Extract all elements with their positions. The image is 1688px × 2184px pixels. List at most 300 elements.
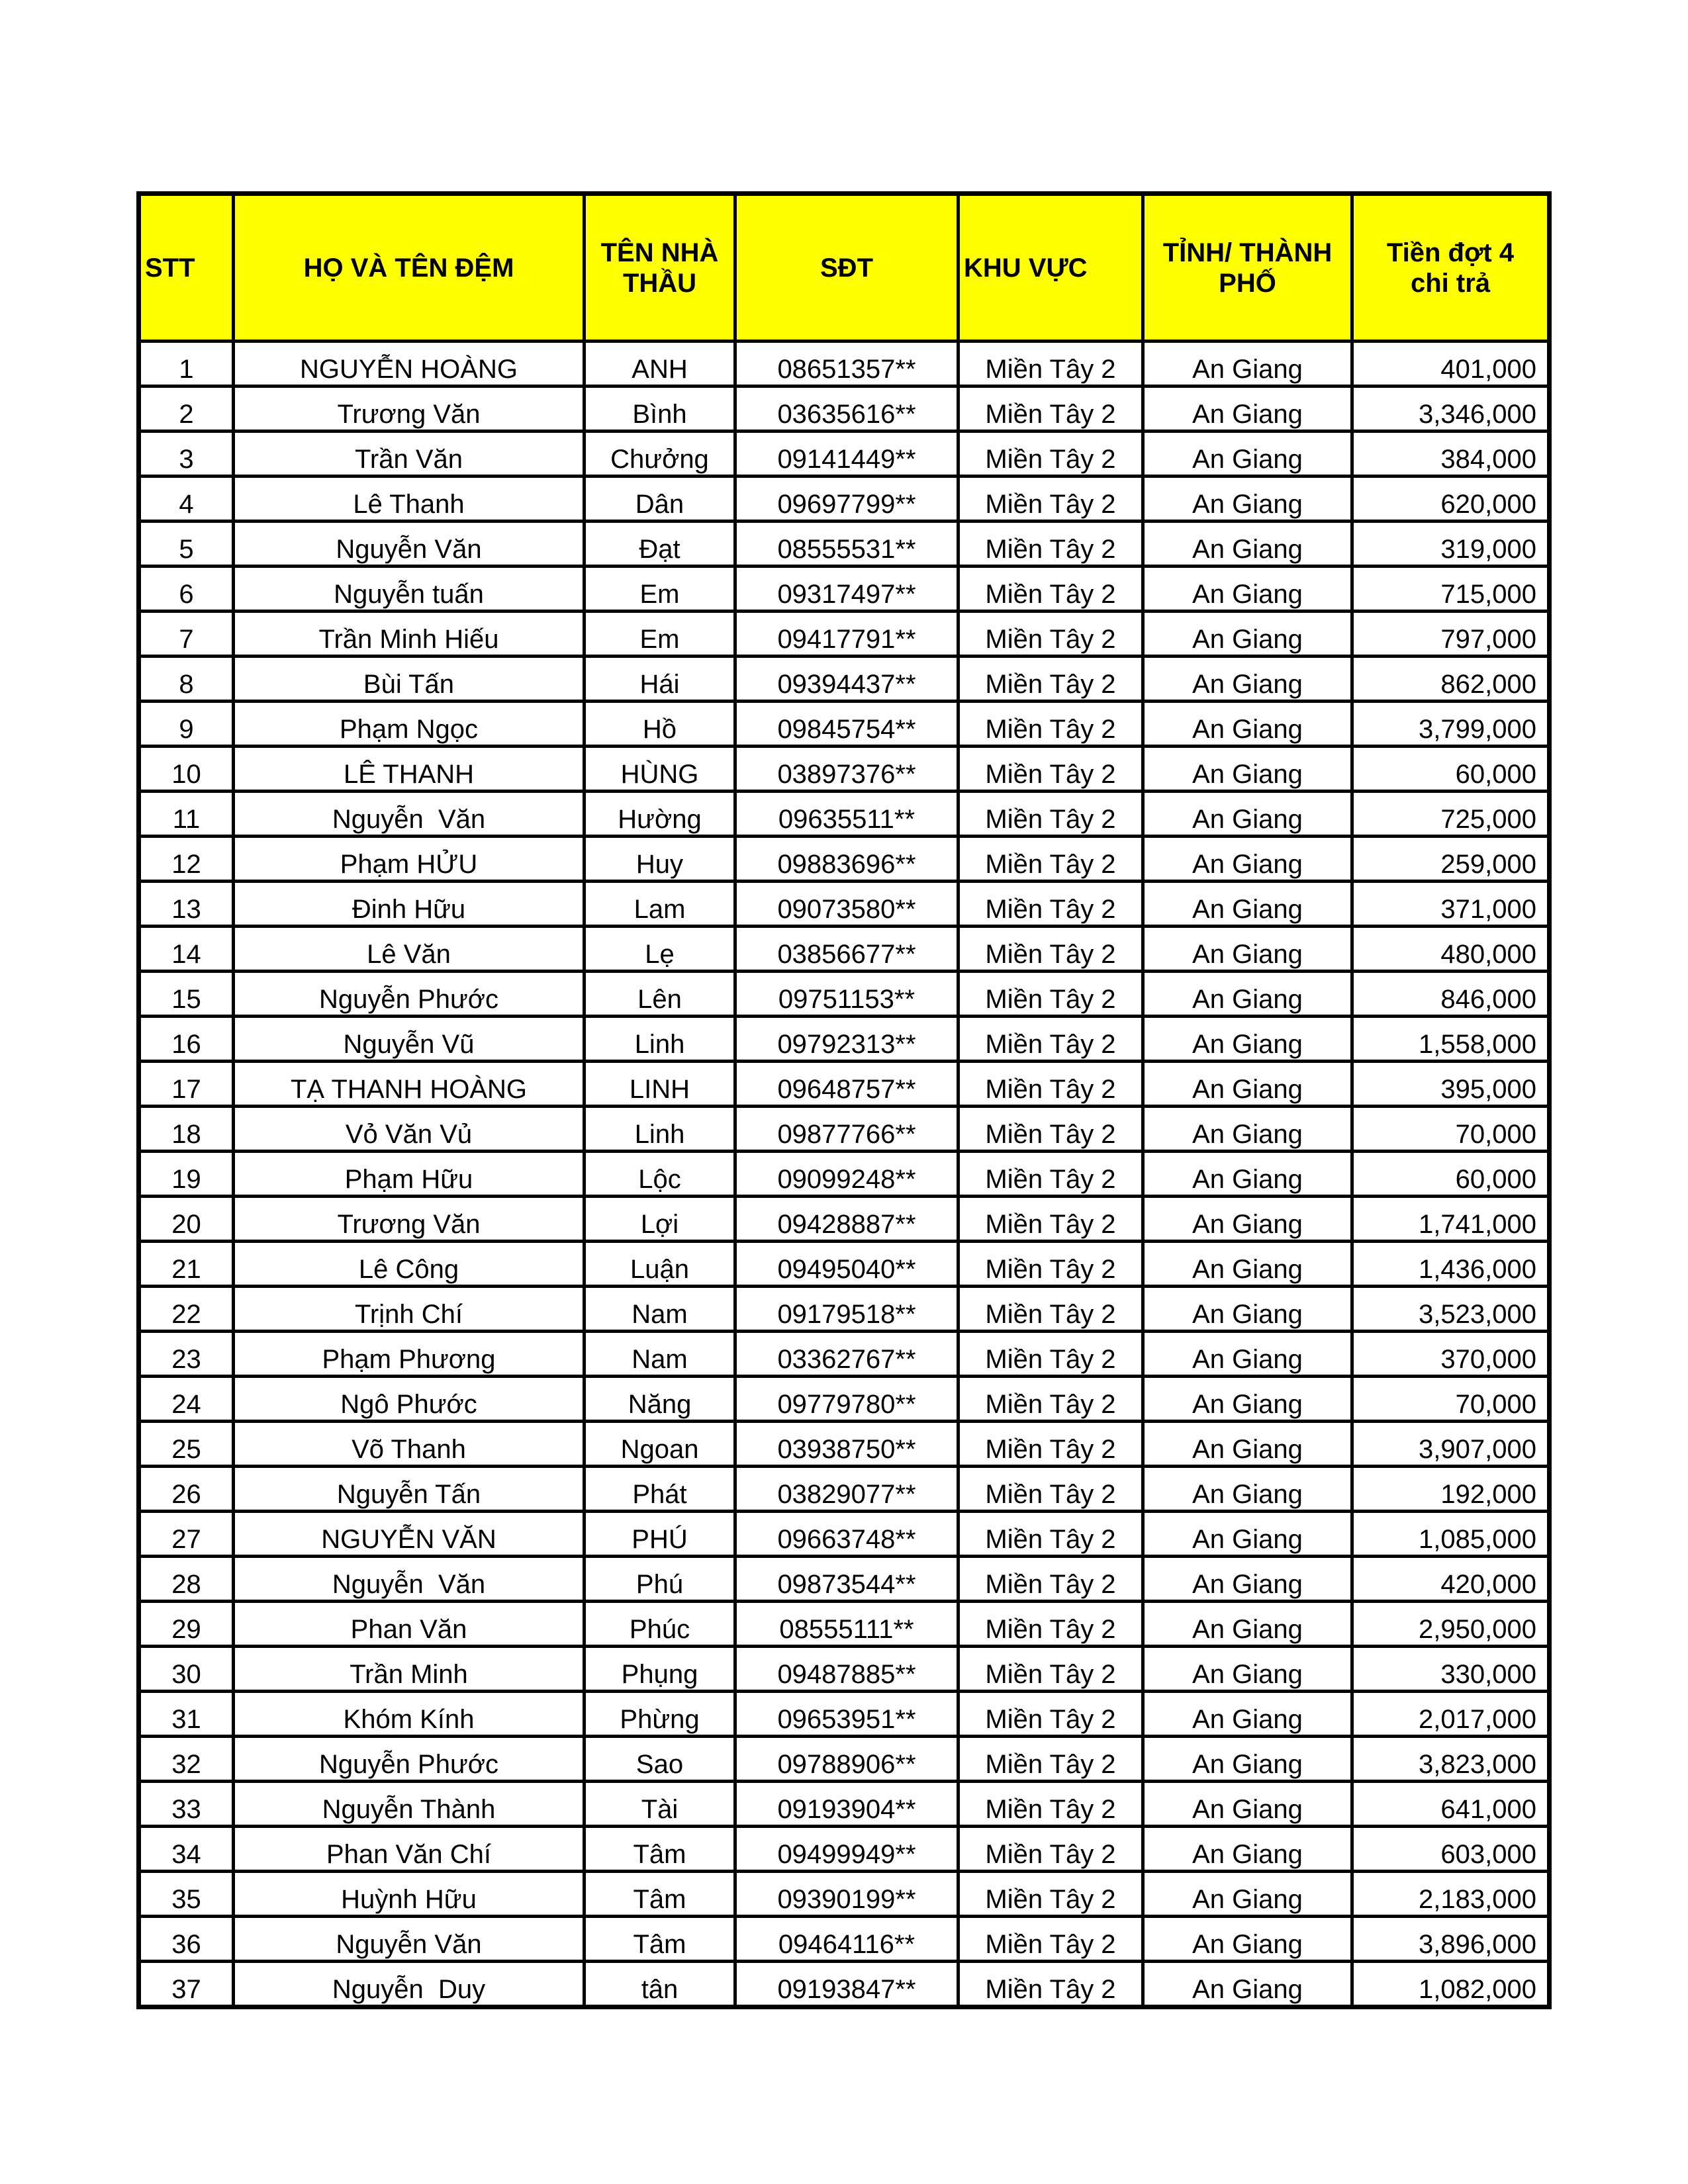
cell-stt: 36 [139, 1917, 234, 1962]
cell-name: Vỏ Văn Vủ [234, 1107, 585, 1152]
cell-stt: 12 [139, 837, 234, 882]
cell-province: An Giang [1143, 1647, 1352, 1692]
table-row [139, 1512, 1550, 1557]
cell-contractor: Sao [585, 1737, 735, 1782]
cell-province: An Giang [1143, 432, 1352, 477]
cell-region: Miền Tây 2 [959, 341, 1143, 387]
cell-province: An Giang [1143, 1422, 1352, 1467]
cell-phone: 09417791** [735, 612, 959, 657]
header-cell-contractor [585, 194, 735, 341]
cell-region: Miền Tây 2 [959, 1962, 1143, 2007]
cell-province: An Giang [1143, 882, 1352, 927]
cell-name: Lê Văn [234, 927, 585, 972]
cell-contractor: Chưởng [585, 432, 735, 477]
cell-province: An Giang [1143, 927, 1352, 972]
cell-region: Miền Tây 2 [959, 1467, 1143, 1512]
cell-phone: 09873544** [735, 1557, 959, 1602]
cell-name: Nguyễn Văn [234, 522, 585, 567]
cell-contractor: Lộc [585, 1152, 735, 1197]
cell-region: Miền Tây 2 [959, 837, 1143, 882]
cell-phone: 03829077** [735, 1467, 959, 1512]
cell-province: An Giang [1143, 702, 1352, 747]
table-row [139, 1647, 1550, 1692]
table-row [139, 927, 1550, 972]
cell-contractor: Phát [585, 1467, 735, 1512]
cell-contractor: HÙNG [585, 747, 735, 792]
cell-phone: 09141449** [735, 432, 959, 477]
cell-name: Trần Minh [234, 1647, 585, 1692]
table-row [139, 612, 1550, 657]
cell-phone: 08651357** [735, 341, 959, 387]
cell-name: Nguyễn Thành [234, 1782, 585, 1827]
table-row [139, 1917, 1550, 1962]
cell-region: Miền Tây 2 [959, 1737, 1143, 1782]
cell-contractor: Ngoan [585, 1422, 735, 1467]
cell-amount: 3,346,000 [1352, 387, 1550, 432]
cell-contractor: Luận [585, 1242, 735, 1287]
header-label-line: KHU VỰC [964, 253, 1088, 283]
cell-region: Miền Tây 2 [959, 567, 1143, 612]
table-row [139, 1152, 1550, 1197]
cell-contractor: LINH [585, 1062, 735, 1107]
cell-name: TẠ THANH HOÀNG [234, 1062, 585, 1107]
cell-stt: 13 [139, 882, 234, 927]
cell-region: Miền Tây 2 [959, 1782, 1143, 1827]
cell-region: Miền Tây 2 [959, 1017, 1143, 1062]
cell-province: An Giang [1143, 1287, 1352, 1332]
cell-region: Miền Tây 2 [959, 1422, 1143, 1467]
cell-stt: 19 [139, 1152, 234, 1197]
cell-region: Miền Tây 2 [959, 972, 1143, 1017]
table-row [139, 1602, 1550, 1647]
cell-region: Miền Tây 2 [959, 1512, 1143, 1557]
cell-stt: 30 [139, 1647, 234, 1692]
cell-province: An Giang [1143, 612, 1352, 657]
cell-region: Miền Tây 2 [959, 1827, 1143, 1872]
cell-stt: 2 [139, 387, 234, 432]
table-row [139, 1827, 1550, 1872]
header-cell-stt [139, 194, 234, 341]
cell-province: An Giang [1143, 792, 1352, 837]
header-label-line: PHỐ [1219, 268, 1276, 298]
cell-name: Nguyễn Văn [234, 1917, 585, 1962]
table-row [139, 1782, 1550, 1827]
cell-name: NGUYỄN VĂN [234, 1512, 585, 1557]
cell-stt: 9 [139, 702, 234, 747]
cell-province: An Giang [1143, 1242, 1352, 1287]
cell-province: An Giang [1143, 1107, 1352, 1152]
cell-contractor: Hường [585, 792, 735, 837]
cell-stt: 1 [139, 341, 234, 387]
cell-contractor: Huy [585, 837, 735, 882]
cell-name: Phạm Ngọc [234, 702, 585, 747]
cell-amount: 3,907,000 [1352, 1422, 1550, 1467]
cell-contractor: Nam [585, 1332, 735, 1377]
cell-phone: 03635616** [735, 387, 959, 432]
cell-amount: 60,000 [1352, 747, 1550, 792]
cell-region: Miền Tây 2 [959, 477, 1143, 522]
cell-name: Đinh Hữu [234, 882, 585, 927]
cell-name: LÊ THANH [234, 747, 585, 792]
table-row [139, 1692, 1550, 1737]
header-label-line: chi trả [1410, 268, 1491, 298]
cell-amount: 641,000 [1352, 1782, 1550, 1827]
cell-name: Phạm Hữu [234, 1152, 585, 1197]
cell-name: Nguyễn Phước [234, 972, 585, 1017]
cell-phone: 09648757** [735, 1062, 959, 1107]
cell-amount: 259,000 [1352, 837, 1550, 882]
table-row [139, 1197, 1550, 1242]
cell-phone: 09464116** [735, 1917, 959, 1962]
cell-amount: 401,000 [1352, 341, 1550, 387]
table-row [139, 1737, 1550, 1782]
table-row [139, 341, 1550, 387]
cell-stt: 21 [139, 1242, 234, 1287]
cell-amount: 3,523,000 [1352, 1287, 1550, 1332]
cell-region: Miền Tây 2 [959, 792, 1143, 837]
table-row [139, 1242, 1550, 1287]
cell-name: Ngô Phước [234, 1377, 585, 1422]
table-row [139, 1062, 1550, 1107]
cell-phone: 09317497** [735, 567, 959, 612]
cell-contractor: Dân [585, 477, 735, 522]
cell-region: Miền Tây 2 [959, 1107, 1143, 1152]
table-row [139, 1377, 1550, 1422]
header-cell-name [234, 194, 585, 341]
cell-phone: 09099248** [735, 1152, 959, 1197]
cell-province: An Giang [1143, 837, 1352, 882]
cell-stt: 5 [139, 522, 234, 567]
cell-phone: 09193847** [735, 1962, 959, 2007]
cell-contractor: Lên [585, 972, 735, 1017]
cell-region: Miền Tây 2 [959, 882, 1143, 927]
cell-contractor: Bình [585, 387, 735, 432]
cell-name: Nguyễn Duy [234, 1962, 585, 2007]
cell-amount: 846,000 [1352, 972, 1550, 1017]
table-row [139, 1467, 1550, 1512]
cell-amount: 370,000 [1352, 1332, 1550, 1377]
cell-stt: 8 [139, 657, 234, 702]
cell-name: Võ Thanh [234, 1422, 585, 1467]
cell-stt: 29 [139, 1602, 234, 1647]
cell-amount: 2,950,000 [1352, 1602, 1550, 1647]
cell-stt: 11 [139, 792, 234, 837]
cell-province: An Giang [1143, 522, 1352, 567]
cell-phone: 09073580** [735, 882, 959, 927]
cell-phone: 09877766** [735, 1107, 959, 1152]
cell-name: Lê Công [234, 1242, 585, 1287]
cell-contractor: Lam [585, 882, 735, 927]
cell-province: An Giang [1143, 1872, 1352, 1917]
cell-phone: 09663748** [735, 1512, 959, 1557]
cell-region: Miền Tây 2 [959, 1557, 1143, 1602]
cell-stt: 17 [139, 1062, 234, 1107]
table-row [139, 1422, 1550, 1467]
cell-phone: 09495040** [735, 1242, 959, 1287]
cell-amount: 371,000 [1352, 882, 1550, 927]
cell-amount: 603,000 [1352, 1827, 1550, 1872]
cell-stt: 4 [139, 477, 234, 522]
cell-province: An Giang [1143, 567, 1352, 612]
cell-province: An Giang [1143, 1962, 1352, 2007]
cell-contractor: PHÚ [585, 1512, 735, 1557]
cell-phone: 09390199** [735, 1872, 959, 1917]
cell-province: An Giang [1143, 1332, 1352, 1377]
cell-amount: 330,000 [1352, 1647, 1550, 1692]
cell-name: Trương Văn [234, 1197, 585, 1242]
cell-contractor: Em [585, 567, 735, 612]
cell-region: Miền Tây 2 [959, 1602, 1143, 1647]
cell-name: Bùi Tấn [234, 657, 585, 702]
cell-phone: 09845754** [735, 702, 959, 747]
cell-region: Miền Tây 2 [959, 1287, 1143, 1332]
cell-name: Lê Thanh [234, 477, 585, 522]
cell-region: Miền Tây 2 [959, 1647, 1143, 1692]
cell-province: An Giang [1143, 477, 1352, 522]
cell-province: An Giang [1143, 341, 1352, 387]
cell-amount: 70,000 [1352, 1107, 1550, 1152]
cell-contractor: Em [585, 612, 735, 657]
cell-amount: 725,000 [1352, 792, 1550, 837]
cell-phone: 09751153** [735, 972, 959, 1017]
cell-name: Trịnh Chí [234, 1287, 585, 1332]
cell-amount: 384,000 [1352, 432, 1550, 477]
cell-amount: 1,082,000 [1352, 1962, 1550, 2007]
cell-phone: 09635511** [735, 792, 959, 837]
table-row [139, 1107, 1550, 1152]
header-cell-amount [1352, 194, 1550, 341]
header-label-line: STT [145, 253, 195, 283]
cell-stt: 27 [139, 1512, 234, 1557]
cell-province: An Giang [1143, 1557, 1352, 1602]
cell-stt: 35 [139, 1872, 234, 1917]
cell-region: Miền Tây 2 [959, 1377, 1143, 1422]
table-row [139, 387, 1550, 432]
cell-amount: 1,558,000 [1352, 1017, 1550, 1062]
cell-name: Khóm Kính [234, 1692, 585, 1737]
cell-region: Miền Tây 2 [959, 747, 1143, 792]
cell-contractor: Tâm [585, 1827, 735, 1872]
cell-phone: 09179518** [735, 1287, 959, 1332]
cell-phone: 09883696** [735, 837, 959, 882]
cell-province: An Giang [1143, 747, 1352, 792]
header-label-line: TỈNH/ THÀNH [1162, 238, 1333, 267]
cell-phone: 09788906** [735, 1737, 959, 1782]
cell-province: An Giang [1143, 972, 1352, 1017]
cell-amount: 715,000 [1352, 567, 1550, 612]
cell-contractor: Lợi [585, 1197, 735, 1242]
table-row [139, 1287, 1550, 1332]
cell-contractor: Phụng [585, 1647, 735, 1692]
cell-province: An Giang [1143, 1602, 1352, 1647]
contractor-payment-table [136, 191, 1552, 2009]
cell-amount: 620,000 [1352, 477, 1550, 522]
cell-name: Nguyễn Văn [234, 1557, 585, 1602]
table-row [139, 702, 1550, 747]
cell-contractor: Tâm [585, 1872, 735, 1917]
cell-region: Miền Tây 2 [959, 1332, 1143, 1377]
cell-stt: 28 [139, 1557, 234, 1602]
cell-stt: 6 [139, 567, 234, 612]
cell-name: Nguyễn Phước [234, 1737, 585, 1782]
cell-region: Miền Tây 2 [959, 1242, 1143, 1287]
cell-amount: 1,741,000 [1352, 1197, 1550, 1242]
cell-phone: 03362767** [735, 1332, 959, 1377]
cell-stt: 20 [139, 1197, 234, 1242]
table-row [139, 747, 1550, 792]
cell-phone: 09697799** [735, 477, 959, 522]
cell-stt: 25 [139, 1422, 234, 1467]
cell-name: Huỳnh Hữu [234, 1872, 585, 1917]
cell-phone: 09193904** [735, 1782, 959, 1827]
cell-stt: 32 [139, 1737, 234, 1782]
cell-contractor: Phừng [585, 1692, 735, 1737]
cell-stt: 18 [139, 1107, 234, 1152]
table-row [139, 657, 1550, 702]
cell-phone: 08555531** [735, 522, 959, 567]
cell-region: Miền Tây 2 [959, 432, 1143, 477]
cell-amount: 319,000 [1352, 522, 1550, 567]
cell-contractor: Đạt [585, 522, 735, 567]
cell-contractor: Phúc [585, 1602, 735, 1647]
cell-province: An Giang [1143, 1197, 1352, 1242]
header-label-line: THẦU [622, 268, 697, 298]
cell-contractor: Lẹ [585, 927, 735, 972]
cell-stt: 26 [139, 1467, 234, 1512]
cell-stt: 14 [139, 927, 234, 972]
cell-region: Miền Tây 2 [959, 1152, 1143, 1197]
cell-region: Miền Tây 2 [959, 1062, 1143, 1107]
cell-name: Trương Văn [234, 387, 585, 432]
header-label-line: SĐT [820, 253, 873, 283]
table-row [139, 432, 1550, 477]
cell-region: Miền Tây 2 [959, 387, 1143, 432]
table-row [139, 1962, 1550, 2007]
cell-name: Nguyễn Vũ [234, 1017, 585, 1062]
cell-stt: 22 [139, 1287, 234, 1332]
cell-province: An Giang [1143, 1782, 1352, 1827]
cell-province: An Giang [1143, 1377, 1352, 1422]
cell-stt: 3 [139, 432, 234, 477]
cell-phone: 03897376** [735, 747, 959, 792]
cell-province: An Giang [1143, 387, 1352, 432]
cell-amount: 60,000 [1352, 1152, 1550, 1197]
cell-contractor: Tài [585, 1782, 735, 1827]
cell-name: Trần Minh Hiếu [234, 612, 585, 657]
cell-amount: 3,896,000 [1352, 1917, 1550, 1962]
cell-amount: 3,823,000 [1352, 1737, 1550, 1782]
cell-province: An Giang [1143, 1467, 1352, 1512]
cell-name: Trần Văn [234, 432, 585, 477]
cell-amount: 797,000 [1352, 612, 1550, 657]
table-row [139, 522, 1550, 567]
cell-stt: 37 [139, 1962, 234, 2007]
cell-province: An Giang [1143, 1062, 1352, 1107]
cell-province: An Giang [1143, 657, 1352, 702]
cell-region: Miền Tây 2 [959, 1197, 1143, 1242]
cell-amount: 1,085,000 [1352, 1512, 1550, 1557]
table-row [139, 567, 1550, 612]
cell-province: An Giang [1143, 1152, 1352, 1197]
cell-region: Miền Tây 2 [959, 657, 1143, 702]
cell-name: NGUYỄN HOÀNG [234, 341, 585, 387]
cell-contractor: Hái [585, 657, 735, 702]
cell-amount: 395,000 [1352, 1062, 1550, 1107]
cell-amount: 2,183,000 [1352, 1872, 1550, 1917]
cell-amount: 480,000 [1352, 927, 1550, 972]
cell-phone: 03856677** [735, 927, 959, 972]
cell-amount: 1,436,000 [1352, 1242, 1550, 1287]
cell-stt: 16 [139, 1017, 234, 1062]
cell-stt: 23 [139, 1332, 234, 1377]
cell-phone: 09653951** [735, 1692, 959, 1737]
table-row [139, 882, 1550, 927]
cell-province: An Giang [1143, 1917, 1352, 1962]
cell-name: Phan Văn Chí [234, 1827, 585, 1872]
header-label-line: TÊN NHÀ [600, 238, 719, 267]
header-cell-region [959, 194, 1143, 341]
cell-phone: 09792313** [735, 1017, 959, 1062]
cell-region: Miền Tây 2 [959, 522, 1143, 567]
cell-region: Miền Tây 2 [959, 612, 1143, 657]
cell-contractor: Hồ [585, 702, 735, 747]
cell-region: Miền Tây 2 [959, 1917, 1143, 1962]
cell-contractor: Linh [585, 1017, 735, 1062]
header-label-line: HỌ VÀ TÊN ĐỆM [303, 253, 514, 283]
cell-amount: 420,000 [1352, 1557, 1550, 1602]
header-label-line: Tiền đợt 4 [1386, 238, 1515, 267]
cell-stt: 33 [139, 1782, 234, 1827]
cell-contractor: Năng [585, 1377, 735, 1422]
table-row [139, 1872, 1550, 1917]
cell-phone: 09428887** [735, 1197, 959, 1242]
table-row [139, 477, 1550, 522]
table-body [139, 341, 1550, 2007]
cell-stt: 7 [139, 612, 234, 657]
cell-contractor: tân [585, 1962, 735, 2007]
cell-stt: 31 [139, 1692, 234, 1737]
table-row [139, 837, 1550, 882]
cell-phone: 09499949** [735, 1827, 959, 1872]
cell-phone: 09487885** [735, 1647, 959, 1692]
header-row [139, 194, 1550, 341]
cell-contractor: Phú [585, 1557, 735, 1602]
table-header [139, 194, 1550, 341]
cell-region: Miền Tây 2 [959, 702, 1143, 747]
table-row [139, 1557, 1550, 1602]
cell-stt: 34 [139, 1827, 234, 1872]
cell-province: An Giang [1143, 1737, 1352, 1782]
cell-amount: 3,799,000 [1352, 702, 1550, 747]
cell-region: Miền Tây 2 [959, 927, 1143, 972]
cell-name: Nguyễn tuấn [234, 567, 585, 612]
cell-amount: 70,000 [1352, 1377, 1550, 1422]
table-row [139, 972, 1550, 1017]
cell-name: Phan Văn [234, 1602, 585, 1647]
cell-amount: 862,000 [1352, 657, 1550, 702]
cell-stt: 15 [139, 972, 234, 1017]
cell-name: Nguyễn Tấn [234, 1467, 585, 1512]
cell-amount: 192,000 [1352, 1467, 1550, 1512]
cell-phone: 03938750** [735, 1422, 959, 1467]
table-row [139, 1017, 1550, 1062]
header-cell-phone [735, 194, 959, 341]
cell-contractor: ANH [585, 341, 735, 387]
cell-region: Miền Tây 2 [959, 1872, 1143, 1917]
cell-province: An Giang [1143, 1017, 1352, 1062]
cell-stt: 10 [139, 747, 234, 792]
cell-name: Phạm HỬU [234, 837, 585, 882]
